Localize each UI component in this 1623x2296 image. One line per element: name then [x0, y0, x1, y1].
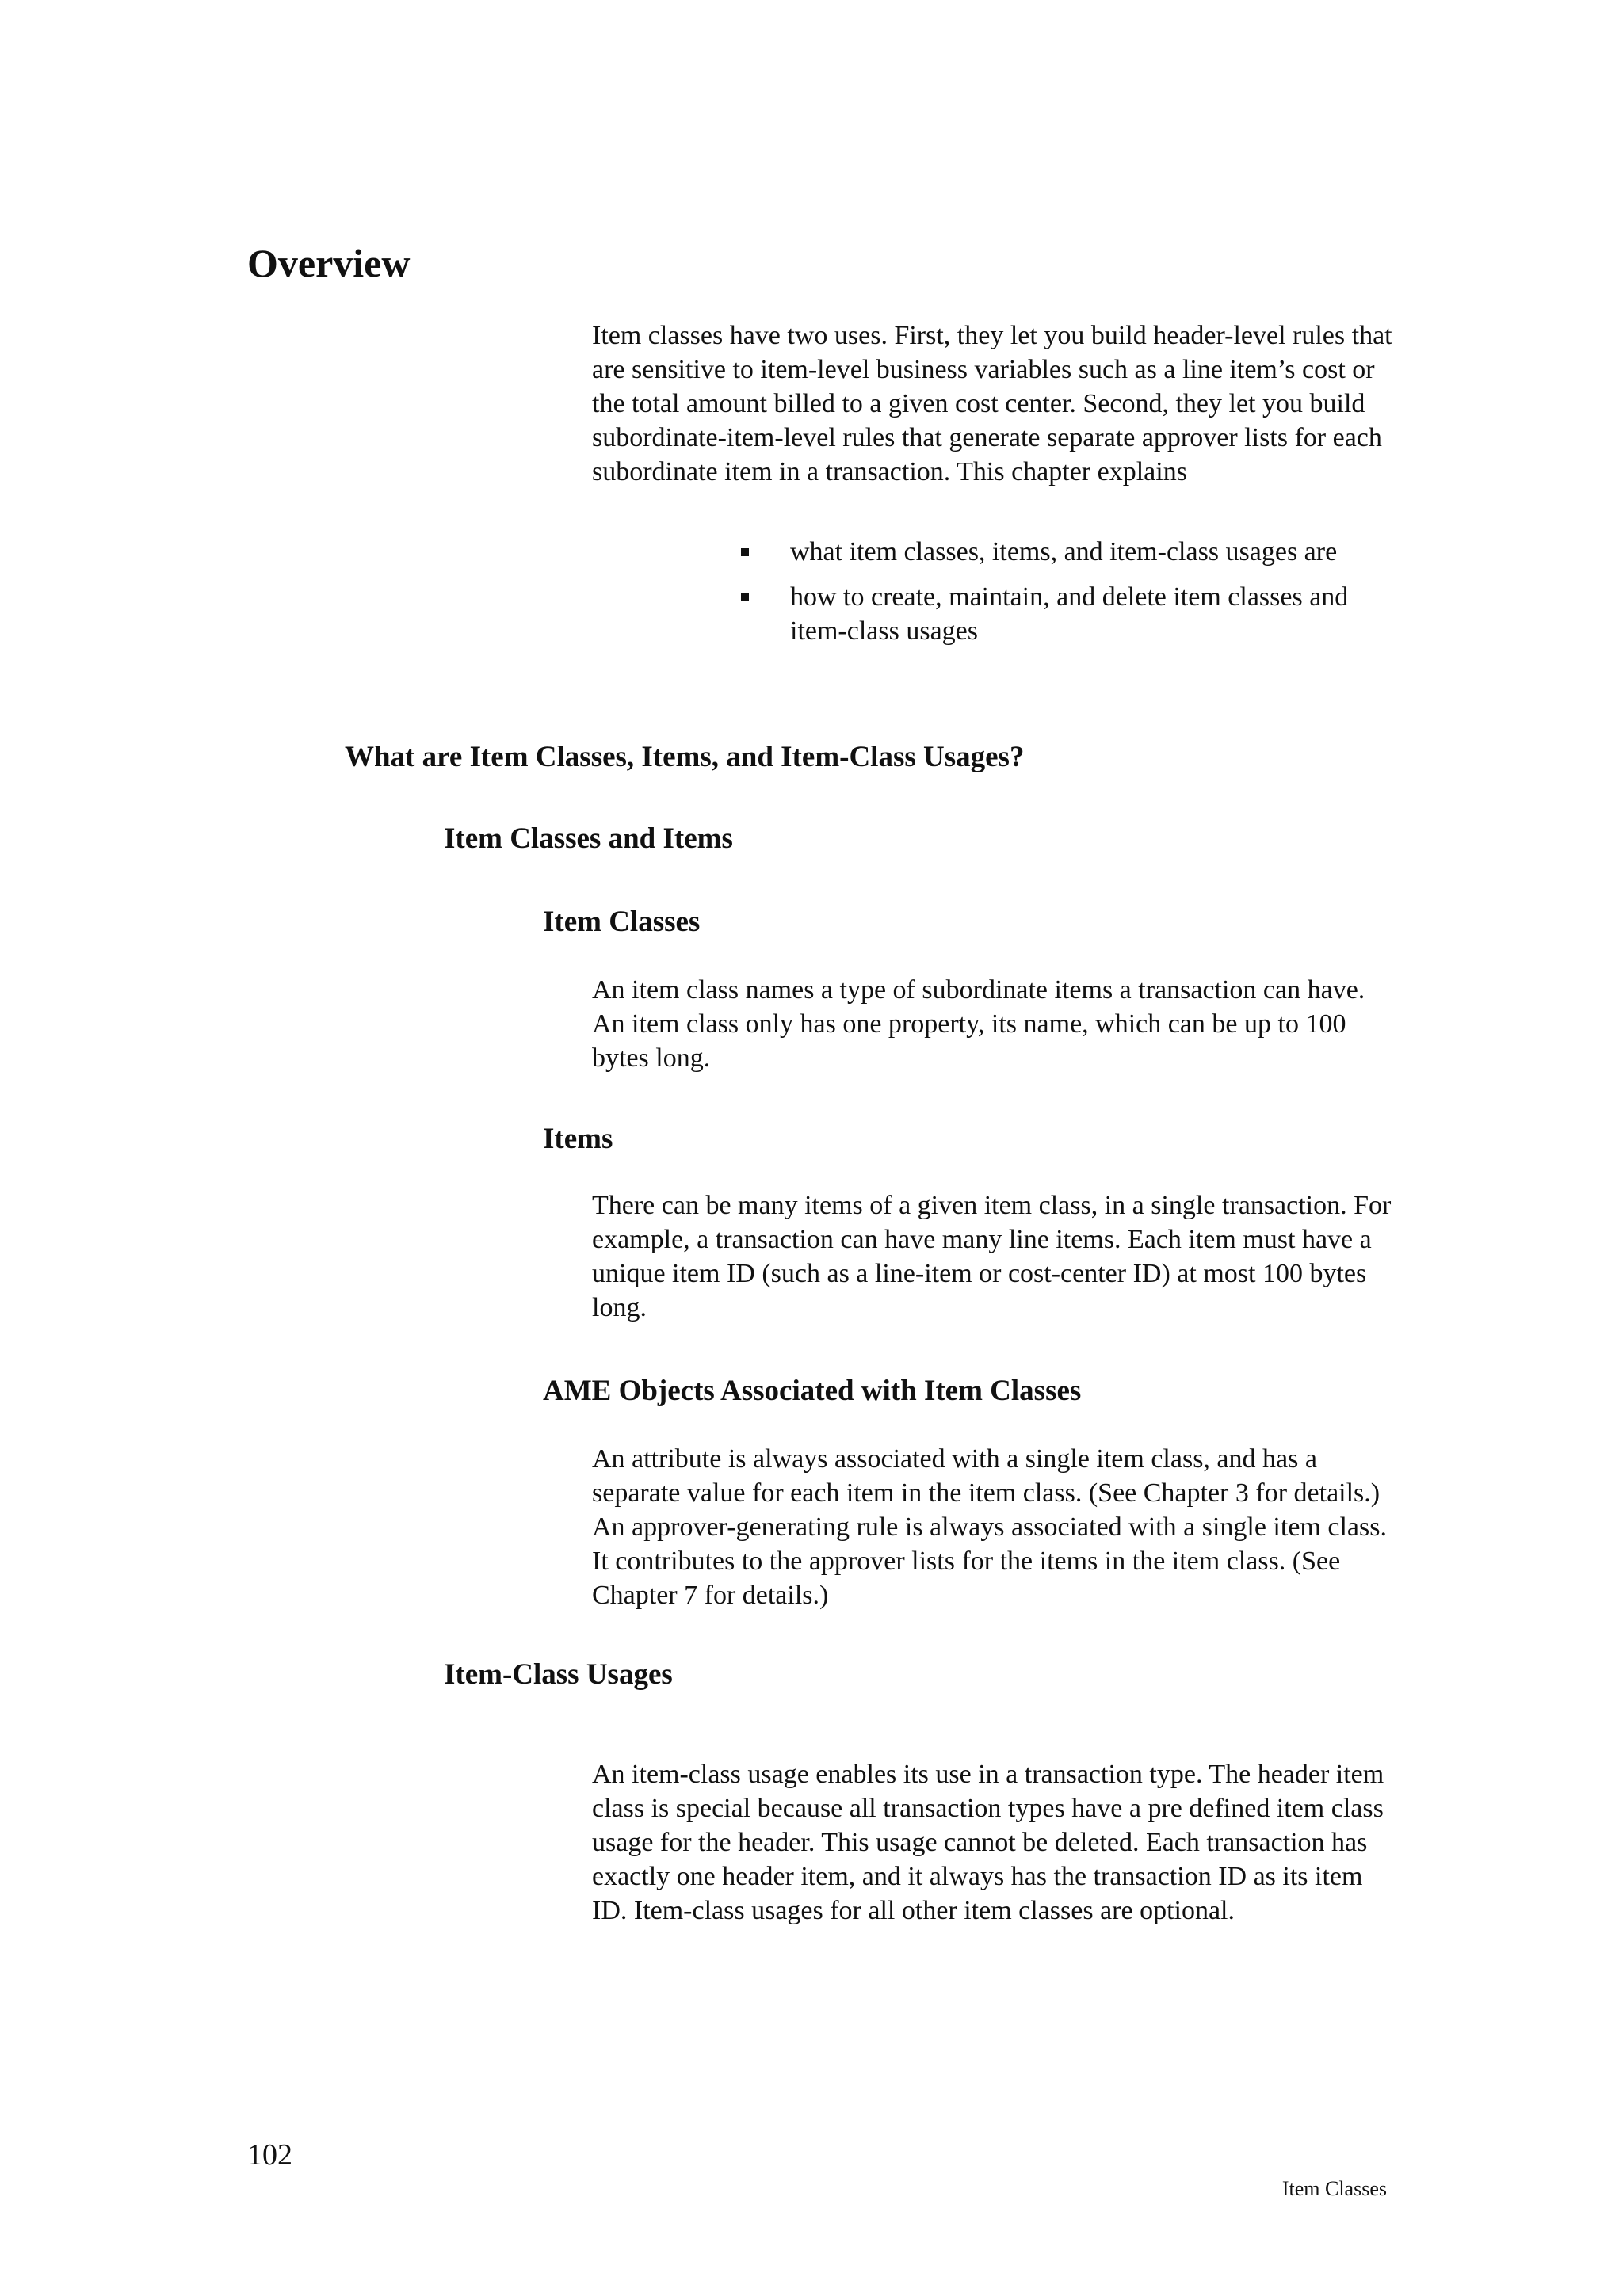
item-classes-text: An item class names a type of subordinate items a transaction can have. An item class only has one property, its name, which can be up to 100 bytes long. — [592, 975, 1365, 1073]
list-item — [741, 535, 1399, 569]
heading-item-classes: Item Classes — [543, 906, 701, 938]
item-class-usages-text: An item-class usage enables its use in a transaction type. The header item class is special because all transaction types have a pre defined item class usage for the header. This usage cannot be deleted. Each transaction has exactly one header item, and it always has the transaction ID as its item ID. Item-class usages for all other item classes are optional. — [592, 1760, 1384, 1925]
list-item-text: how to create, maintain, and delete item classes and item-class usages — [790, 582, 1349, 646]
items-paragraph — [592, 1188, 1400, 1325]
bullet-square-icon — [741, 593, 749, 601]
overview-intro — [592, 318, 1400, 489]
items-text: There can be many items of a given item class, in a single transaction. For example, a transaction can have many line items. Each item must have a unique item ID (such as a line-item or cost-center ID) at most 100 bytes long. — [592, 1191, 1392, 1322]
item-class-usages-paragraph — [592, 1757, 1400, 1928]
bullet-square-icon — [741, 548, 749, 556]
section-heading: What are Item Classes, Items, and Item-Class Usages? — [345, 741, 1025, 773]
overview-intro-text: Item classes have two uses. First, they let you build header-level rules that are sensitive to item-level business variables such as a line item’s cost or the total amount billed to a given cost center. Second, they let you build subordinate-item-level rules that generate separate approver lists for each subordinate item in a transaction. This chapter explains — [592, 321, 1392, 486]
overview-bullet-list — [741, 535, 1399, 659]
item-classes-paragraph — [592, 973, 1400, 1075]
page-title: Overview — [247, 241, 411, 285]
list-item — [741, 580, 1399, 648]
running-footer-chapter: Item Classes — [1281, 2177, 1387, 2200]
subsection-heading-item-class-usages: Item-Class Usages — [444, 1658, 673, 1691]
heading-items: Items — [543, 1123, 613, 1155]
page-number: 102 — [247, 2138, 292, 2172]
ame-objects-text: An attribute is always associated with a single item class, and has a separate value for each item in the item class. (See Chapter 3 for details.) An approver-generating rule is always associated with a single item class. It contributes to the approver lists for the items in the item class. (See Chapter 7 for details.) — [592, 1444, 1387, 1610]
heading-ame-objects: AME Objects Associated with Item Classes — [543, 1375, 1082, 1407]
list-item-text: what item classes, items, and item-class usages are — [790, 537, 1338, 566]
ame-objects-paragraph — [592, 1442, 1400, 1612]
subsection-heading-item-classes-and-items: Item Classes and Items — [444, 822, 733, 855]
